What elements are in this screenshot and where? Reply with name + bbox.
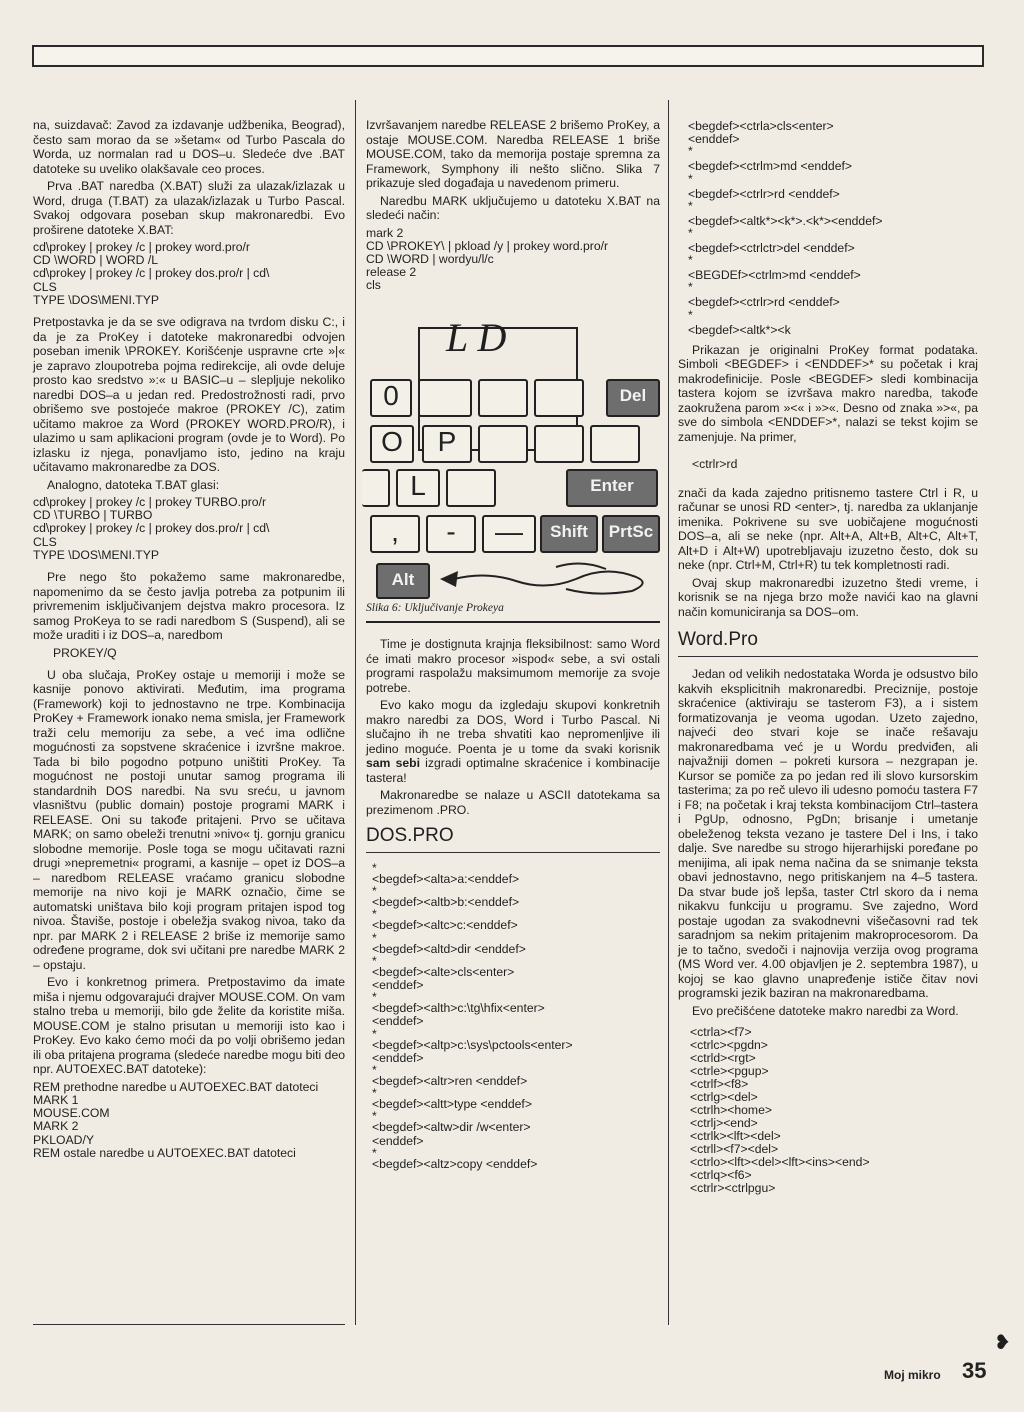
star: * [372,1109,377,1124]
list-item [372,953,660,993]
list-item [372,930,660,956]
list-item [372,1065,660,1088]
header-bar [32,45,984,67]
macro: <begdef><ctrlctr>del <enddef> [688,241,855,256]
list-item [688,188,978,211]
figure-caption: Slika 6: Uključivanje Prokeya [366,601,504,614]
list-item [372,1111,660,1147]
list-item [372,1145,660,1171]
code-block: PROKEY/Q [53,645,117,660]
key-del: Del [606,379,660,417]
paragraph: Prikazan je originalni ProKey format podataka. Simboli <BEGDEF> i <ENDDEF>* su početak i kraj makrodefinicije. Posle <BEGDEF> sledi kombinacija tastera kojom se izvršava makro naredba, takođe zaokružena parom »<« i »>«. Desno od znaka »>«, pa sve do simbola <ENDDEF>*, nalazi se tekst kojim se zamenjuje. Na primer, [678,342,978,444]
star: * [372,884,377,899]
star: * [688,253,693,268]
key-blank [362,469,390,507]
key-blank [446,469,496,507]
star: * [688,226,693,241]
star: * [372,1026,377,1041]
code-block: cd\prokey | prokey /c | prokey TURBO.pro/r CD \TURBO | TURBO cd\prokey | prokey /c | prokey dos.pro/r | cd\ CLS TYPE \DOS\MENI.TYP [33,495,270,562]
star: * [688,307,693,322]
key-prtsc: PrtSc [602,515,660,553]
key-blank [478,425,528,463]
column-2 [366,118,660,1177]
pointing-hand-icon [436,557,656,603]
key-dash: — [482,515,536,553]
list-item [688,159,978,186]
dos-macro-list-continued [688,120,978,337]
list-item [688,295,978,322]
list-item [688,324,978,337]
key-blank [590,425,640,463]
column-1 [33,118,345,1168]
code-block: REM prethodne naredbe u AUTOEXEC.BAT datoteci MARK 1 MOUSE.COM MARK 2 PKLOAD/Y REM ostale naredbe u AUTOEXEC.BAT datoteci [33,1079,319,1160]
section-heading: Word.Pro [678,629,978,657]
macro: <begdef><altz>copy <enddef> [372,1156,538,1171]
macro: <begdef><altb>b:<enddef> [372,895,520,910]
macro: <begdef><alta>a:<enddef> [372,872,520,887]
key-blank [534,425,584,463]
key-p: P [422,425,472,463]
column-divider [668,100,669,1325]
key-blank [418,379,472,417]
paragraph: na, suizdavač: Zavod za izdavanje udžbenika, Beograd), često sam morao da se »šetam« od Turbo Pascala do Worda, uz normalan rad u DOS–u. Sledeće dve .BAT datoteke su uveliko olakšavale ceo proces. [33,118,345,176]
list-item [688,213,978,241]
keyboard-figure [366,301,666,601]
paragraph: Time je dostignuta krajnja fleksibilnost: samo Word će imati makro procesor »ispod« sebe, a svi ostali programi raspolažu maksimumom memorije za svoje potrebe. [366,637,660,695]
text: Evo kako mogu da izgledaju skupovi konkretnih makro naredbi za DOS, Word i Turbo Pascal. Ni slučajno ih ne treba shvatiti kao nepromenljive ili jedino moguće. Poenta je u tome da svaki korisnik [366,698,660,756]
emphasis: sam sebi [366,756,420,771]
macro: <begdef><alth>c:\tg\hfix<enter> <enddef> [372,1001,545,1029]
macro: <begdef><altc>c:<enddef> [372,918,518,933]
section-heading: DOS.PRO [366,825,660,853]
key-enter: Enter [566,469,658,507]
code-block: <ctrla><f7> <ctrlc><pgdn> <ctrld><rgt> <ctrle><pgup> <ctrlf><f8> <ctrlg><del> <ctrlh><home> <ctrlj><end> <ctrlk><lft><del> <ctrll><f7><del> <ctrlo><lft><del><lft><ins><end> <ctrlq><f6> <ctrlr><ctrlpgu> [690,1025,870,1196]
macro: <BEGDEf><ctrlm>md <enddef> [688,268,861,283]
key-l: L [396,469,440,507]
paragraph: Prva .BAT naredba (X.BAT) služi za ulazak/izlazak u Word, druga (T.BAT) za ulazak/izlazak u Turbo Pascal. Svakoj odgovara poseban skup makronaredbi. Evo proširene datoteke X.BAT: [33,179,345,237]
key-blank [478,379,528,417]
paragraph: Ovaj skup makronaredbi izuzetno štedi vreme, i korisnik se na njega brzo može navići kao na glavni način komuniciranja sa DOS–om. [678,575,978,619]
key-alt: Alt [376,563,430,599]
star: * [372,990,377,1005]
macro: <begdef><altt>type <enddef> [372,1097,532,1112]
star: * [688,198,693,213]
page-number: 35 [962,1358,987,1383]
code-block: cd\prokey | prokey /c | prokey word.pro/r CD \WORD | WORD /L cd\prokey | prokey /c | prokey dos.pro/r | cd\ CLS TYPE \DOS\MENI.TYP [33,240,270,307]
star: * [372,1086,377,1101]
paragraph: Makronaredbe se nalaze u ASCII datotekama sa prezimenom .PRO. [366,788,660,817]
column-rule [33,1324,345,1325]
paragraph: Naredbu MARK uključujemo u datoteku X.BAT na sledeći način: [366,193,660,222]
list-item [688,268,978,295]
list-item [372,1026,660,1065]
list-item [372,909,660,932]
list-item [372,1088,660,1111]
list-item [688,241,978,268]
paragraph [366,698,660,785]
macro: <begdef><altk*><k*>.<k*><enddef> [688,213,883,228]
paragraph: Analogno, datoteka T.BAT glasi: [47,477,220,492]
star: * [688,280,693,295]
key-0: 0 [370,379,412,417]
paragraph: znači da kada zajedno pritisnemo tastere Ctrl i R, u računar se unosi RD <enter>, tj. naredba za uklanjanje imenika. Pokrivene su sve uobičajene mogućnosti DOS–a, ali se neke (npr. Alt+A, Alt+B, Alt+C, Alt+T, Alt+D i Alt+W) upotrebljavaju izuzetno često, dok su neke (npr. Ctrl+M, Ctrl+R) tu tek kompletnosti radi. [678,485,978,573]
paragraph: Pre nego što pokažemo same makronaredbe, napomenimo da se često javlja potreba za potpunim ili privremenim isključivanjem dejstva makro procesora. Iz samog ProKeya to se radi naredbom S (Suspend), ali se može uraditi i iz DOS–a, naredbom [33,570,345,643]
list-item [372,886,660,909]
macro: <begdef><altr>ren <enddef> [372,1074,528,1089]
macro: <begdef><ctrlr>rd <enddef> [688,186,840,201]
star: * [688,144,693,159]
key-shift: Shift [540,515,598,553]
ld-label: L D [446,314,507,360]
magazine-name: Moj mikro [884,1368,941,1382]
key-o: O [370,425,414,463]
star: * [688,171,693,186]
star: * [372,907,377,922]
macro: <begdef><ctrlm>md <enddef> [688,159,852,174]
rule [366,621,660,623]
list-item [688,119,978,159]
star: * [372,1145,377,1160]
paragraph: Jedan od velikih nedostataka Worda je odsustvo bilo kakvih eksplicitnih makronaredbi. Preciznije, postoje skraćenice (aktiviraju se tasterom F3), a i sistem formatizovanja je veoma ugodan. Uzeto zajedno, najveći deo stvari koje se inače rešavaju makronaredbama već je u Wordu predviđen, ali najvažniji domen – pokreti kursora – nezgrapan je. Kursor se pomiče za po jedan red ili slovo kursorskim tasterima; za po reč ulevo ili udesno pomoću tastera F7 i F8; na početak i kraj teksta kombinacijom Ctrl–tastera i PgUp, odnosno, PgDn; brisanje i umetanje obeleženog teksta vezano je tastere Del i Ins, i tako dalje. Sve naredbe su strogo hijerarhijski poređane po menijima, ali ipak nema načina da se snimanje teksta obavi jednostavno, nego pritiskanjem na 4–5 tastera. Da stvar bude još lepša, taster Ctrl skoro da i nema nikakvu funkciju u programu. Sve zajedno, Word postaje ugodan za svakodnevni višečasovni rad tek saradnjom sa nekim pritajenim makroprocesorom. Da je to tačno, svedoči i najnovija verzija ovog programa (MS Word ver. 4.00 objavljen je 2. septembra 1987), u kojoj se kao glavno unapređenje ističe čitav novi programski jezik baziran na makronaredbama. [678,667,978,1001]
column-divider [355,100,356,1325]
macro: <begdef><ctrla>cls<enter> <enddef> [688,119,834,147]
paragraph: Izvršavanjem naredbe RELEASE 2 brišemo ProKey, a ostaje MOUSE.COM. Naredba RELEASE 1 briše MOUSE.COM, tako da memorija postaje spremna za Framework, Symphony ili nešto slično. Slika 7 prikazuje sled događaja u navedenom primeru. [366,118,660,190]
list-item [372,863,660,886]
text: izgradi optimalne skraćenice i kombinacije tastera! [366,756,660,785]
code-block: mark 2 CD \PROKEY\ | pkload /y | prokey word.pro/r CD \WORD | wordyu/l/c release 2 cls [366,225,609,293]
paragraph: Evo i konkretnog primera. Pretpostavimo da imate miša i njemu odgovarajući drajver MOUSE.COM. On vam stalno treba u memoriji, bilo gde želite da koristite miša. MOUSE.COM je stalno prisutan u memoriji isto kao i ProKey. Evo kako ćemo moći da po volji obrišemo jedan ili oba pritajena programa (sledeće naredbe mogu biti deo npr. AUTOEXEC.BAT datoteke): [33,975,345,1077]
paragraph: U oba slučaja, ProKey ostaje u memoriji i može se kasnije ponovo aktivirati. Međutim, ima programa (Framework) koji to jednostavno ne trpe. Kombinacija ProKey + Framework ionako nema smisla, jer Framework traži celu memoriju za sebe, a već ima odlične mogućnosti za sopstvene skraćenice i izvršne makroe. Tada bi bilo pogodno potpuno uništiti ProKey. Ta mogućnost ne postoji unutar samog programa ili standardnih DOS naredbi. Na svu sreću, u javnom vlasništvu (public domain) postoje programi MARK i RELEASE. Oni su takođe pritajeni. Prvo se učitava MARK; on samo obeleži trenutni »nivo« tj. gornju granicu slobodne memorije. Posle toga se mogu učitavati razni drugi »nepremetni« programi, a kasnije – opet iz DOS–a – naredbom RELEASE vraćamo granicu slobodne memorije na nivo koji je MARK označio, čime se automatski uništava bilo koji program pritajen ispod tog nivoa. Štaviše, postoje i obeležja svakog nivoa, tako da npr. par MARK 2 i RELEASE 2 briše iz memorije samo određene programe, dok svi učitani pre naredbe MARK 2 – opstaju. [33,667,345,972]
key-blank [534,379,584,417]
paragraph: Evo prečišćene datoteke makro naredbi za Word. [692,1003,959,1018]
list-item [372,992,660,1028]
macro: <begdef><altw>dir /w<enter> <enddef> [372,1120,531,1148]
key-dot: - [426,515,476,553]
star: * [372,953,377,968]
star: * [372,930,377,945]
macro: <begdef><altd>dir <enddef> [372,941,526,956]
macro: <begdef><altk*><k [688,322,791,337]
paragraph: Pretpostavka je da se sve odigrava na tvrdom disku C:, i da je za ProKey i datoteke makronaredbi odvojen poseban imenik \PROKEY. Korišćenje uspravne crte »|« je zapravo zloupotreba pojma redirekcije, ali ovde deluje prosto kao sredstvo »:« u BASIC–u – slepljuje nekoliko naredbi DOS–a u jedan red. Predostrožnosti radi, prvo obrišemo sve postojeće makroe (PROKEY /C), zatim učitamo makroe za Word (PROKEY WORD.PRO/R), i ulazimo u sam aplikacioni program (ovde je to Word). Po izlasku iz njega, ponavljamo isto, jedino na kraju učitavamo makronaredbe za DOS. [33,315,345,475]
macro: <begdef><altp>c:\sys\pctools<enter> <enddef> [372,1037,573,1065]
macro: <begdef><ctrlr>rd <enddef> [688,295,840,310]
continue-arrow-icon: ❥ [994,1332,1011,1354]
key-comma: , [370,515,420,553]
star: * [372,861,377,876]
star: * [372,1063,377,1078]
column-3 [678,118,978,1195]
code-example: <ctrlr>rd [692,457,738,472]
macro: <begdef><alte>cls<enter> <enddef> [372,964,515,993]
dos-macro-list [372,863,660,1171]
